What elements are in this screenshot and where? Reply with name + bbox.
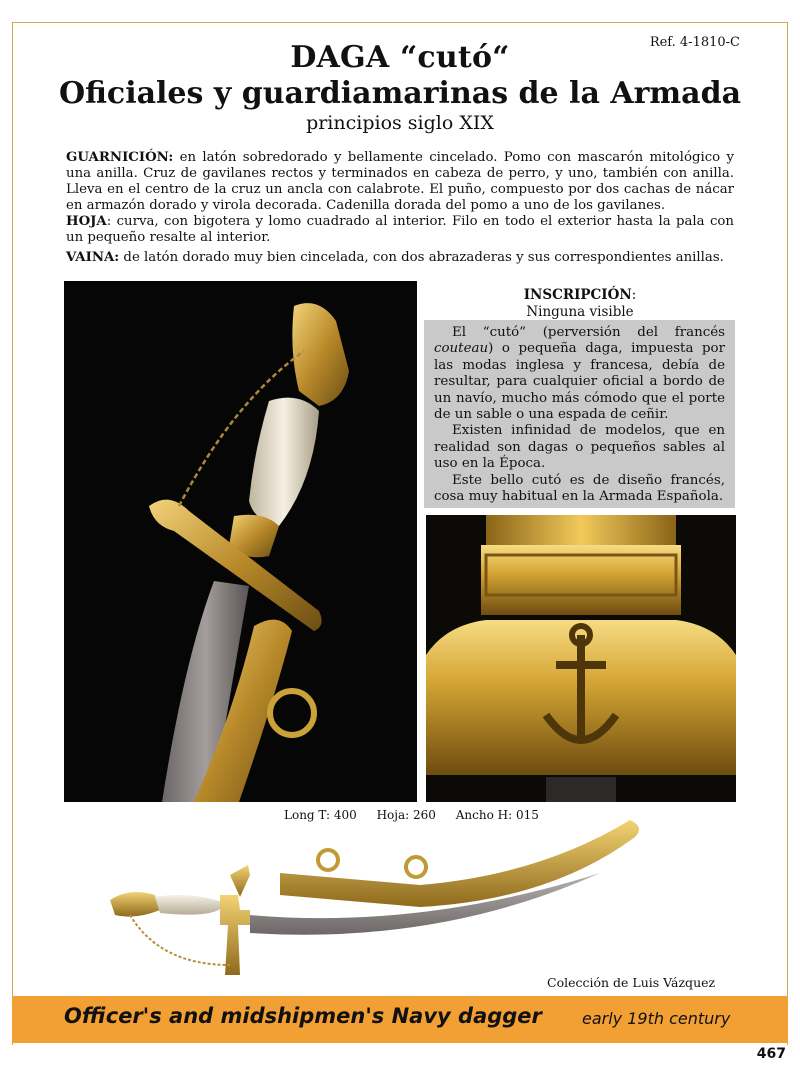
inscription-label: INSCRIPCIÓN bbox=[523, 287, 632, 303]
measure-long: Long T: 400 bbox=[284, 808, 357, 822]
banner-main-title: Officer's and midshipmen's Navy dagger bbox=[64, 1004, 542, 1028]
dagger-and-scabbard-photo bbox=[100, 815, 660, 985]
note-paragraph-3: Este bello cutó es de diseño francés, cosa muy habitual en la Armada Española. bbox=[434, 472, 725, 505]
hoja-text: : curva, con bigotera y lomo cuadrado al interior. Filo en todo el exterior hasta la pala con un pequeño resalte al interior. bbox=[66, 214, 734, 245]
vaina-text: de latón dorado muy bien cincelada, con dos abrazaderas y sus correspondientes anillas. bbox=[119, 250, 724, 265]
vaina-paragraph bbox=[66, 250, 734, 266]
anchor-detail-illustration bbox=[426, 515, 736, 802]
measure-blade: Hoja: 260 bbox=[376, 808, 436, 822]
inscription-block bbox=[430, 287, 730, 321]
dagger-photo bbox=[64, 281, 417, 802]
historical-note-box bbox=[424, 320, 735, 508]
page-number: 467 bbox=[756, 1046, 786, 1062]
reference-number: Ref. 4-1810-C bbox=[649, 35, 740, 50]
note-p1-after: ) o pequeña daga, impuesta por las modas inglesa y francesa, debía de resultar, para cualquier oficial a bordo de un navío, mucho más cómodo que el porte de un sable o una espada de ceñir. bbox=[434, 341, 725, 423]
guarnicion-text: en latón sobredorado y bellamente cincelado. Pomo con mascarón mitológico y una anilla. Cruz de gavilanes rectos y terminados en cabeza de perro, y uno, también con anilla. Lleva en el centro de la cruz un ancla con calabrote. El puño, compuesto por dos cachas de nácar en armazón dorado y virola decorada. Cadenilla dorada del pomo a uno de los gavilanes. bbox=[66, 150, 734, 213]
note-paragraph-1 bbox=[434, 325, 725, 423]
inscription-colon: : bbox=[631, 287, 637, 303]
measure-width: Ancho H: 015 bbox=[455, 808, 539, 822]
dagger-illustration bbox=[64, 281, 417, 802]
page-title-line2: Oficiales y guardiamarinas de la Armada bbox=[58, 76, 742, 111]
guarnicion-paragraph bbox=[66, 150, 734, 214]
note-p1-italic: couteau bbox=[434, 341, 489, 357]
note-paragraph-2: Existen infinidad de modelos, que en realidad son dagas o pequeños sables al uso en la Época. bbox=[434, 423, 725, 472]
guarnicion-label: GUARNICIÓN: bbox=[66, 150, 174, 165]
banner-subtitle: early 19th century bbox=[582, 1009, 731, 1028]
english-title-banner bbox=[12, 996, 788, 1043]
hoja-label: HOJA bbox=[66, 214, 107, 229]
page-subtitle: principios siglo XIX bbox=[306, 112, 494, 134]
page-title: DAGA “cutó“ bbox=[290, 40, 510, 75]
vaina-label: VAINA: bbox=[66, 250, 120, 265]
hoja-paragraph bbox=[66, 214, 734, 246]
collection-credit: Colección de Luis Vázquez bbox=[547, 975, 716, 990]
inscription-value: Ninguna visible bbox=[526, 304, 634, 320]
note-p1-before: El “cutó” (perversión del francés bbox=[452, 325, 725, 340]
guard-detail-photo bbox=[426, 515, 736, 802]
